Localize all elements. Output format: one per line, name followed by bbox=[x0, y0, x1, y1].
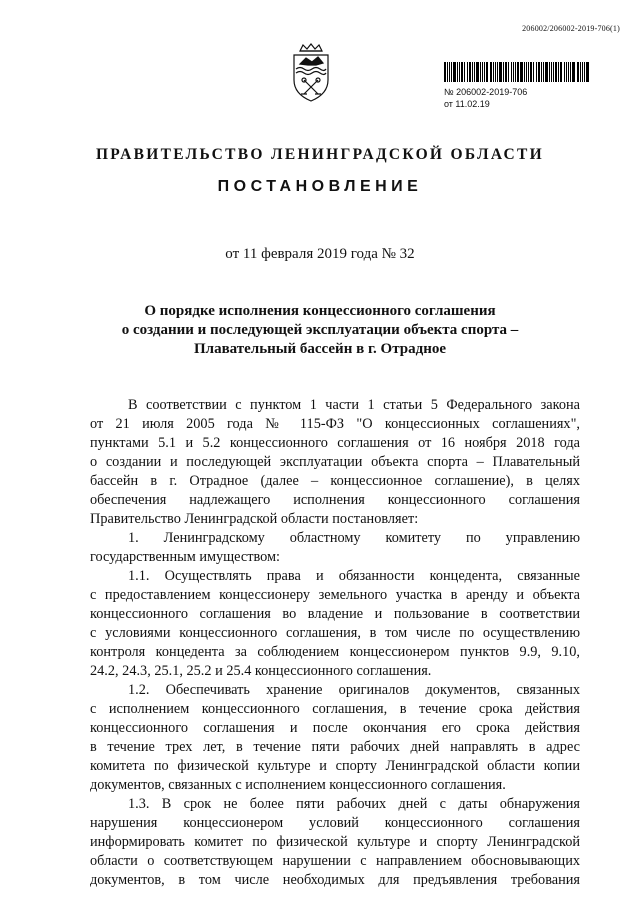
subject-line: Плавательный бассейн в г. Отрадное bbox=[193, 341, 447, 357]
item-1-1-line: 24.2, 24.3, 25.1, 25.2 и 25.4 концессионного соглашения. bbox=[90, 663, 432, 679]
subject-line: о создании и последующей эксплуатации объекта спорта – bbox=[121, 322, 519, 338]
registration-date: от 11.02.19 bbox=[444, 99, 490, 109]
item-1-2-line: с исполнением концессионного соглашения, в течение срока действия bbox=[90, 701, 580, 717]
preamble-line bbox=[90, 510, 580, 529]
item-1-3-line: нарушения концессионером условий концессионного соглашения bbox=[90, 815, 580, 831]
item-1-line: 1. Ленинградскому областному комитету по управлению bbox=[128, 530, 580, 546]
coat-of-arms-icon bbox=[288, 42, 334, 104]
item-1-2-line: концессионного соглашения и после окончания его срока действия bbox=[90, 720, 580, 736]
item-1-3-line: области о соответствующем нарушении с направлением обосновывающих bbox=[90, 853, 580, 869]
item-1-2-line: комитета по физической культуре и спорту Ленинградской области копии bbox=[90, 758, 580, 774]
document-body bbox=[90, 396, 580, 890]
preamble-line: от 21 июля 2005 года № 115-ФЗ "О концессионных соглашениях", bbox=[90, 416, 580, 432]
issuing-body: Правительство Ленинградской области bbox=[90, 511, 329, 527]
preamble-line: обеспечения надлежащего исполнения концессионного соглашения bbox=[90, 492, 580, 508]
document-subject bbox=[0, 302, 640, 359]
item-1-3-line: 1.3. В срок не более пяти рабочих дней с даты обнаружения bbox=[128, 796, 580, 812]
registration-stamp bbox=[444, 62, 594, 109]
subject-line: О порядке исполнения концессионного соглашения bbox=[144, 303, 496, 319]
decree-word: постановляет: bbox=[332, 511, 419, 527]
preamble-line: о создании и последующей эксплуатации объекта спорта – Плавательный bbox=[90, 454, 580, 470]
preamble-line: В соответствии с пунктом 1 части 1 статьи 5 Федерального закона bbox=[128, 397, 580, 413]
preamble-line: бассейн в г. Отрадное (далее – концессионное соглашение), в целях bbox=[90, 473, 580, 489]
item-1-2-line: 1.2. Обеспечивать хранение оригиналов документов, связанных bbox=[128, 682, 580, 698]
barcode-icon bbox=[444, 62, 594, 82]
preamble-line: пунктами 5.1 и 5.2 концессионного соглашения от 16 ноября 2018 года bbox=[90, 435, 580, 451]
item-1-3-line: информировать комитет по физической культуре и спорту Ленинградской bbox=[90, 834, 580, 850]
item-1-1-line: концессионного соглашения во владение и пользование в соответствии bbox=[90, 606, 580, 622]
item-1-2-line: документов, связанных с исполнением концессионного соглашения. bbox=[90, 777, 506, 793]
document-date-number: от 11 февраля 2019 года № 32 bbox=[225, 246, 415, 262]
item-1-1-line: с условиями концессионного соглашения, в том числе по осуществлению bbox=[90, 625, 580, 641]
item-1-2-line: в течение трех лет, в течение пяти рабочих дней направлять в адрес bbox=[90, 739, 580, 755]
item-1-line: государственным имуществом: bbox=[90, 549, 281, 565]
government-title: ПРАВИТЕЛЬСТВО ЛЕНИНГРАДСКОЙ ОБЛАСТИ bbox=[95, 146, 545, 163]
document-type-heading: ПОСТАНОВЛЕНИЕ bbox=[217, 178, 423, 195]
registration-number: № 206002-2019-706 bbox=[444, 87, 528, 97]
item-1-1-line: контроля концедента за соблюдением концессионером пунктов 9.9, 9.10, bbox=[90, 644, 580, 660]
item-1-1-line: 1.1. Осуществлять права и обязанности концедента, связанные bbox=[128, 568, 580, 584]
item-1-1-line: с предоставлением концессионеру земельного участка в аренду и объекта bbox=[90, 587, 580, 603]
document-reference: 206002/206002-2019-706(1) bbox=[522, 24, 620, 33]
item-1-3-line: документов, в том числе необходимых для предъявления требования bbox=[90, 872, 580, 888]
